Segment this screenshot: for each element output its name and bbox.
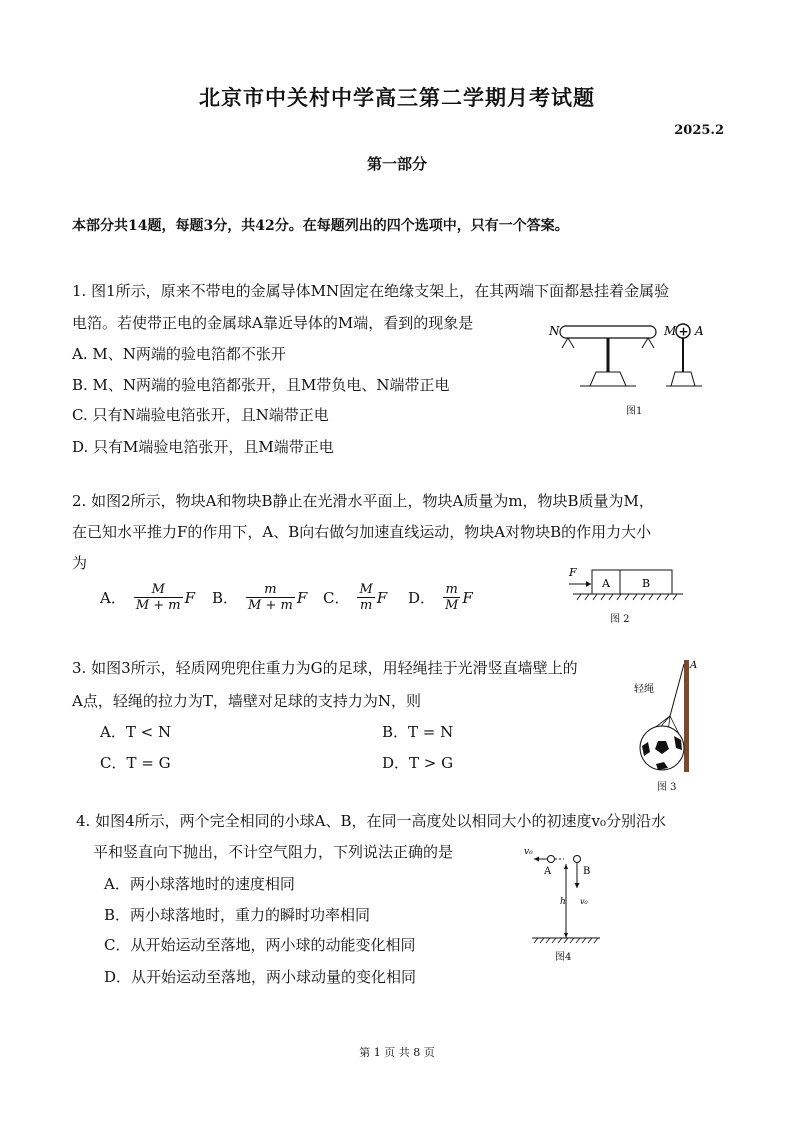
q2-option-d-fraction [443, 582, 460, 613]
fig4-label-b: B [583, 866, 591, 877]
ground-hatch-4 [534, 938, 598, 943]
velocity-arrow-a-head-icon [534, 857, 539, 862]
height-arrow-down-icon [564, 933, 568, 938]
fig4-label-h: h [560, 897, 566, 907]
q2-option-a [100, 582, 195, 613]
q2-option-d-label: D． [408, 589, 436, 607]
fig4-label-v0-b: v₀ [580, 897, 588, 906]
part-heading: 第一部分 [366, 155, 427, 173]
page-number: 第 1 页 共 8 页 [359, 1046, 435, 1059]
stand-base-2 [671, 372, 695, 386]
q2-stem-line3: 为 [72, 554, 88, 572]
figure-1-diagram [540, 316, 720, 396]
q4-option-c: C．从开始运动至落地，两小球的动能变化相同 [104, 936, 416, 954]
q2-option-b-label: B． [212, 589, 239, 607]
q4-stem-line2: 平和竖直向下抛出，不计空气阻力，下列说法正确的是 [93, 843, 454, 861]
q2-option-b [212, 582, 307, 613]
q2-option-b-denominator: M + m [248, 598, 293, 613]
fig1-label-m: M [664, 324, 677, 338]
q4-option-b: B．两小球落地时，重力的瞬时功率相同 [104, 906, 371, 924]
q2-option-a-fraction [134, 582, 183, 613]
q2-stem-line2: 在已知水平推力F的作用下，A、B向右做匀加速直线运动，物块A对物块B的作用力大小 [72, 523, 652, 541]
conductor-mn [560, 326, 656, 338]
fig1-label-a: A [695, 324, 704, 338]
q2-option-c-numerator: M [359, 582, 373, 597]
force-arrow-head-icon [586, 581, 591, 587]
q2-option-c-denominator: m [359, 598, 373, 613]
q3-stem-line2: A点，轻绳的拉力为T，墙壁对足球的支持力为N，则 [72, 692, 421, 710]
fig1-label-n: N [549, 324, 560, 338]
ball-a [548, 856, 555, 863]
fig3-label-a: A [690, 660, 698, 671]
fig2-label-b: B [642, 577, 651, 590]
figure-3-diagram [628, 656, 708, 774]
q3-option-d: D．T > G [382, 754, 454, 772]
q2-option-c-tail: F [376, 588, 388, 607]
q2-option-a-label: A． [100, 589, 126, 607]
ground-hatch-2 [577, 594, 677, 600]
q2-stem-line1: 2. 如图2所示，物块A和物块B静止在光滑水平面上，物块A质量为m，物块B质量为M， [72, 492, 654, 510]
ball-b [574, 856, 581, 863]
q2-option-a-numerator: M [134, 582, 183, 598]
fig4-label-v0-a: v₀ [524, 847, 533, 857]
q1-option-c: C. 只有N端验电箔张开，且N端带正电 [72, 406, 329, 424]
q2-option-c-fraction [357, 582, 374, 613]
q2-option-b-fraction [246, 582, 295, 613]
q4-stem-line1: 4. 如图4所示，两个完全相同的小球A、B，在同一高度处以相同大小的初速度v₀分别沿水 [76, 812, 666, 830]
q2-option-d-tail: F [462, 588, 473, 607]
figure-4-caption: 图4 [555, 952, 572, 963]
figure-3-caption: 图 3 [657, 782, 677, 793]
figure-1-caption: 图1 [626, 406, 643, 417]
velocity-arrow-b-head-icon [575, 883, 580, 888]
fig4-label-a: A [544, 866, 552, 877]
q1-option-d: D. 只有M端验电箔张开，且M端带正电 [72, 438, 334, 456]
section-instruction: 本部分共14题，每题3分，共42分。在每题列出的四个选项中，只有一个答案。 [72, 218, 569, 234]
wall [684, 660, 689, 772]
figure-2-diagram [565, 562, 685, 604]
figure-2-caption: 图 2 [610, 614, 630, 625]
q1-option-b: B. M、N两端的验电箔都张开，且M带负电、N端带正电 [72, 376, 450, 394]
exam-title: 北京市中关村中学高三第二学期月考试题 [199, 85, 595, 110]
q4-option-a: A．两小球落地时的速度相同 [104, 875, 295, 893]
exam-date: 2025.2 [674, 123, 724, 138]
stand-base-1 [590, 372, 626, 386]
q3-option-b: B．T = N [382, 723, 454, 741]
q2-option-a-tail: F [184, 588, 196, 607]
q2-option-a-denominator: M + m [135, 598, 181, 613]
q1-stem-line1: 1. 图1所示，原来不带电的金属导体MN固定在绝缘支架上，在其两端下面都悬挂着金属验 [72, 282, 670, 300]
q2-option-d-numerator: m [443, 582, 460, 598]
q2-option-b-numerator: m [246, 582, 295, 598]
foil-n [562, 338, 574, 348]
q1-stem-line2: 电箔。若使带正电的金属球A靠近导体的M端，看到的现象是 [72, 314, 474, 332]
q2-option-d-denominator: M [445, 598, 459, 613]
q1-option-a: A. M、N两端的验电箔都不张开 [72, 345, 286, 363]
fig2-label-a: A [602, 577, 610, 590]
light-rope [670, 664, 684, 716]
fig3-label-rope: 轻绳 [634, 684, 654, 695]
q2-option-d [408, 582, 473, 613]
q3-option-a: A．T < N [100, 723, 172, 741]
height-arrow-up-icon [564, 864, 568, 869]
figure-4-diagram [520, 844, 610, 944]
plus-sign-icon: + [678, 324, 689, 339]
fig2-label-f: F [569, 566, 577, 579]
q3-stem-line1: 3. 如图3所示，轻质网兜兜住重力为G的足球，用轻绳挂于光滑竖直墙壁上的 [72, 659, 578, 677]
q4-option-d: D．从开始运动至落地，两小球动量的变化相同 [104, 968, 417, 986]
foil-m [642, 338, 654, 348]
q3-option-c: C．T = G [100, 754, 171, 772]
q2-option-b-tail: F [296, 588, 308, 607]
q2-option-c [323, 582, 387, 613]
q2-option-c-label: C． [323, 589, 350, 607]
